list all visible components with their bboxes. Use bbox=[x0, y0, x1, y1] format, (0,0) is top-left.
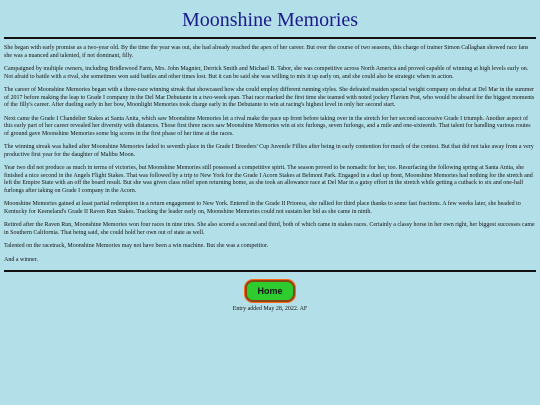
paragraph: Retired after the Raven Run, Moonshine Memories won four races in nine tries. She also scored a second and third, both of which came in stakes races. Certainly a classy horse in her own right, her biggest successes came in Southern California. That being said, she could hold her own out of state as well. bbox=[4, 222, 535, 236]
paragraph: Moonshine Memories gained at least partial redemption in a return engagement to New York. Entered in the Grade II Prioress, she rallied for third place thanks to some fast fractions. A few weeks later, she headed to Kentucky for Keeneland's Grade II Raven Run Stakes. Tracking the leader early on, Moonshine Memories could not sustain her bid as she came in ninth. bbox=[4, 201, 521, 215]
bottom-divider bbox=[4, 270, 536, 272]
paragraph: She began with early promise as a two-year old. By the time the year was out, she had already reached the apex of her career. But over the course of two seasons, this charge of trainer Simon Callaghan showed race fans she was a nuanced and talented, if not dominant, filly. bbox=[4, 45, 529, 59]
paragraph: Year two did not produce as much in terms of victories, but Moonshine Memories still possessed a competitive spirit. The season proved to be nomadic for her, too. Resurfacing the following spring at Santa Anita, she finished a nice second in the Angels Flight Stakes. That was followed by a trip to New York for the Grade I Acorn Stakes at Belmont Park. Engaged in a duel up front, Moonshine Memories had nothing for the stretch and left the Empire State with an off the board result. But she was given class relief upon returning home, as she took an allowance race at Del Mar in a gutsy effort in the stretch while getting a cutback to six and one-half furlongs after taking on Grade I company in the Acorn. bbox=[4, 165, 533, 194]
entry-added-note: Entry added May 28, 2022. AF bbox=[232, 306, 308, 312]
paragraph: The career of Moonshine Memories began with a three-race winning streak that showcased how she could employ different running styles. She defeated maiden special weight company on debut at Del Mar in the summer of 2017 before making the leap to Grade I company in the Del Mar Debutante in a two-week span. That race marked the first time she teamed with noted jockey Flavien Prat, who would be aboard for the biggest moments of the filly's career. After dueling early in her bow, Moonlight Memories took charge early in the Debutante to win at racing's highest level in only her second start. bbox=[4, 87, 535, 108]
article-body bbox=[4, 45, 536, 264]
paragraph: And a winner. bbox=[4, 256, 38, 263]
page-title: Moonshine Memories bbox=[181, 9, 359, 31]
top-divider bbox=[4, 37, 536, 39]
paragraph: Talented on the racetrack, Moonshine Memories may not have been a win machine. But she was a competitor. bbox=[4, 243, 269, 249]
home-button[interactable]: Home bbox=[245, 280, 294, 302]
paragraph: The winning streak was halted after Moonshine Memories faded to seventh place in the Grade I Breeders' Cup Juvenile Fillies after being in early contention for much of the contest. But that did not take away from a very productive first year for the daughter of Malibu Moon. bbox=[4, 144, 534, 158]
paragraph: Next came the Grade I Chandelier Stakes at Santa Anita, which saw Moonshine Memories let a rival make the pace up front before taking over in the stretch for her second successive Grade I triumph. Another aspect of this early part of her career revealed her diversity with distances. Those first three races saw Moonshine Memories win at six furlongs, seven furlongs, and a mile and one-sixteenth. That talent for handling various routes of ground gave Moonshine Memories some big scores in the first phase of her time at the races. bbox=[4, 115, 531, 137]
home-button-container bbox=[4, 280, 536, 302]
paragraph: Campaigned by multiple owners, including Bridlewood Farm, Mrs. John Magnier, Derrick Smith and Michael B. Tabor, she was competitive across North America and proved capable of winning at high levels early on. Not afraid to battle with a rival, she sometimes won said battles and other times lost. But it can be said she was willing to mix it up early on, and she could also be strategic when in action. bbox=[4, 66, 529, 80]
